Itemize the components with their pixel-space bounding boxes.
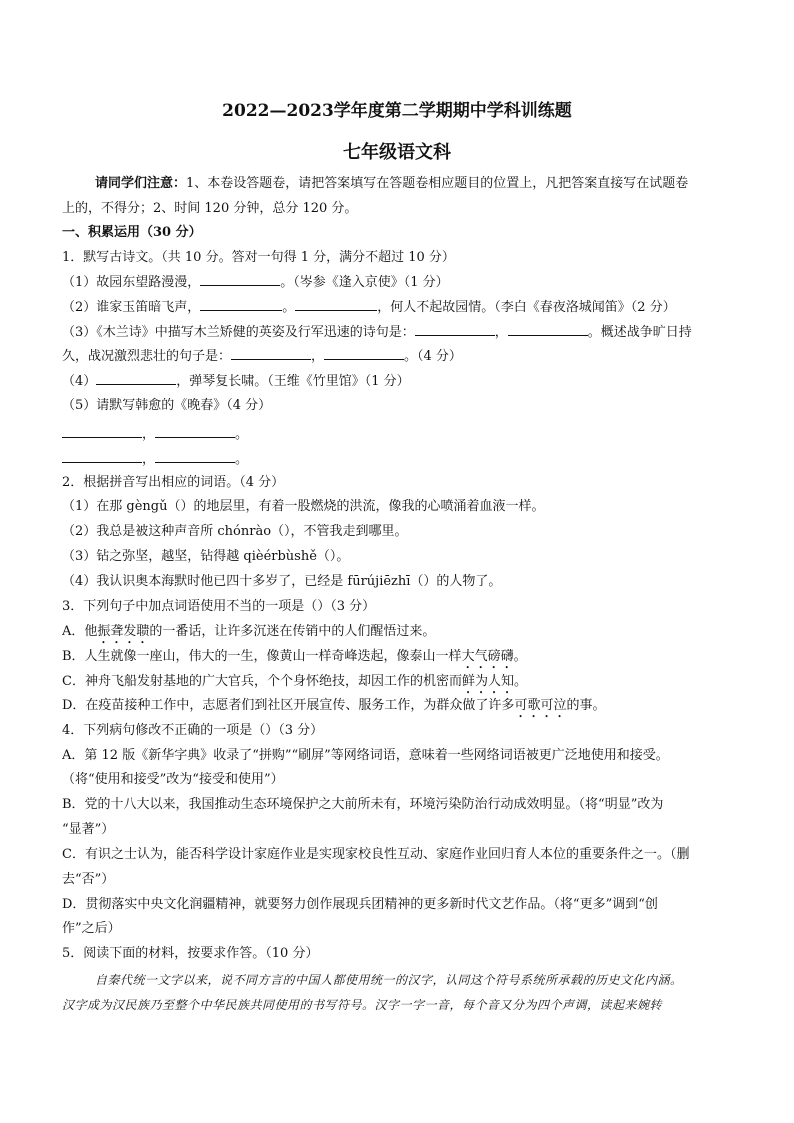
answer-blank: [200, 298, 282, 311]
comma: ，: [142, 452, 156, 467]
q2-item-1: （1）在那 gèngǔ（）的地层里，有着一股燃烧的洪流，像我的心喷涌着血液一样。: [62, 499, 545, 514]
q5-material-line-2: 汉字成为汉民族乃至整个中华民族共同使用的书写符号。汉字一字一音，每个音又分为四个声调，读起来婉转: [62, 998, 663, 1012]
option-text: 。: [513, 649, 527, 664]
answer-blank: [155, 425, 235, 438]
q1-3-text-b: ，: [494, 325, 508, 340]
q1-1-text-a: （1）故园东望路漫漫，: [62, 275, 201, 290]
q4-stem: 4．下列病句修改不正确的一项是（）（3 分）: [62, 723, 324, 738]
q2-item-4: （4）我认识奥本海默时他已四十多岁了，已经是 fūrújiēzhī（）的人物了。: [62, 574, 502, 589]
q4-option-b-cont: “显著”）: [62, 822, 115, 837]
q1-2-text-a: （2）谁家玉笛暗飞声，: [62, 300, 201, 315]
option-text: 的一番话，让许多沉迷在传销中的人们醒悟过来。: [149, 624, 436, 639]
q1-stem: 1．默写古诗文。（共 10 分。答对一句得 1 分，满分不超过 10 分）: [62, 250, 455, 265]
q4-option-b: B．党的十八大以来，我国推动生态环境保护之大前所未有，环境污染防治行动成效明显。（将“明显”改为: [62, 797, 664, 812]
q1-3-text-e: ，: [311, 349, 325, 364]
q5-stem: 5．阅读下面的材料，按要求作答。（10 分）: [62, 946, 319, 961]
q1-item-4: [62, 372, 732, 391]
q1-3-text-d: 久，战况激烈悲壮的句子是：: [62, 349, 232, 364]
answer-blank: [155, 450, 235, 463]
answer-blank: [96, 372, 176, 385]
q1-3-text-a: （3）《木兰诗》中描写木兰矫健的英姿及行军迅速的诗句是：: [62, 325, 415, 340]
q1-item-2: [62, 298, 732, 317]
q2-item-3: （3）钻之弥坚，越坚，钻得越 qièérbùshě（）。: [62, 549, 350, 564]
option-text: 的事。: [566, 698, 606, 713]
answer-blank: [200, 273, 280, 286]
q4-option-c: C．有识之士认为，能否科学设计家庭作业是实现家校良性互动、家庭作业回归育人本位的重要条件之一。（删: [62, 847, 690, 862]
page-subtitle: 七年级语文科: [343, 142, 451, 163]
q3-option-d: [62, 697, 732, 721]
q1-2-text-b: 。: [282, 300, 296, 315]
q1-item-5: （5）请默写韩愈的《晚春》（4 分）: [62, 398, 272, 413]
q1-item-5-blanks-2: [62, 450, 732, 469]
notice-label: 请同学们注意：: [95, 176, 187, 191]
dotted-word: 大气磅礴: [461, 649, 514, 664]
q1-4-text-b: ，弹琴复长啸。（王维《竹里馆》（1 分）: [176, 374, 410, 389]
q5-material-line-1: 自秦代统一文字以来，说不同方言的中国人都使用统一的汉字，认同这个符号系统所承载的历史文化内涵。: [95, 973, 683, 987]
q3-option-a: [62, 623, 732, 647]
q4-option-d: D．贯彻落实中央文化润疆精神，就要努力创作展现兵团精神的更多新时代文艺作品。（将“更多”调到“创: [62, 897, 658, 912]
q1-4-text-a: （4）: [62, 374, 97, 389]
answer-blank: [62, 425, 142, 438]
q4-option-a-cont: （将“使用和接受”改为“接受和使用”）: [62, 772, 284, 787]
q1-3-text-f: 。（4 分）: [404, 349, 462, 364]
option-text: C．神舟飞船发射基地的广大官兵，个个身怀绝技，却因工作的机密而: [62, 674, 462, 689]
q3-option-c: [62, 673, 732, 697]
answer-blank: [295, 298, 377, 311]
answer-blank: [231, 347, 311, 360]
notice-text-1: 1、本卷设答题卷，请把答案填写在答题卷相应题目的位置上，凡把答案直接写在试题卷: [186, 176, 689, 191]
page-title: 2022—2023学年度第二学期期中学科训练题: [222, 101, 572, 121]
q3-option-b: [62, 648, 732, 672]
notice-line-2: 上的，不得分；2、时间 120 分钟，总分 120 分。: [62, 201, 358, 216]
dotted-word: 可歌可泣: [514, 698, 567, 713]
option-text: A．他: [62, 624, 98, 639]
q1-item-3-cont: [62, 347, 732, 366]
q1-item-1: [62, 273, 732, 292]
q3-stem: 3．下列句子中加点词语使用不当的一项是（）（3 分）: [62, 599, 376, 614]
dotted-word: 鲜为人知: [461, 674, 514, 689]
answer-blank: [324, 347, 404, 360]
q1-1-text-b: 。（岑参《逢入京使》（1 分）: [280, 275, 449, 290]
stop: 。: [235, 452, 249, 467]
stop: 。: [235, 427, 249, 442]
q1-3-text-c: 。概述战争旷日持: [587, 325, 692, 340]
notice-line-1: [95, 175, 732, 193]
q1-item-5-blanks-1: [62, 425, 732, 444]
q2-item-2: （2）我总是被这种声音所 chónrào（），不管我走到哪里。: [62, 524, 408, 539]
answer-blank: [415, 323, 495, 336]
q1-item-3: [62, 323, 732, 342]
option-text: D．在疫苗接种工作中，志愿者们到社区开展宣传、服务工作，为群众做了许多: [62, 698, 515, 713]
section-1-heading: 一、积累运用（30 分）: [62, 225, 202, 240]
answer-blank: [508, 323, 588, 336]
q4-option-c-cont: 去“否”）: [62, 872, 115, 887]
q2-stem: 2．根据拼音写出相应的词语。（4 分）: [62, 475, 285, 490]
dotted-word: 振聋发聩: [97, 624, 150, 639]
answer-blank: [62, 450, 142, 463]
q4-option-a: A．第 12 版《新华字典》收录了“拼购”“刷屏”等网络词语，意味着一些网络词语被更广泛地使用和接受。: [62, 748, 669, 763]
q1-2-text-c: ，何人不起故园情。（李白《春夜洛城闻笛》（2 分）: [377, 300, 676, 315]
option-text: B．人生就像一座山，伟大的一生，像黄山一样奇峰迭起，像泰山一样: [62, 649, 462, 664]
option-text: 。: [513, 674, 527, 689]
q4-option-d-cont: 作”之后）: [62, 921, 121, 936]
comma: ，: [142, 427, 156, 442]
